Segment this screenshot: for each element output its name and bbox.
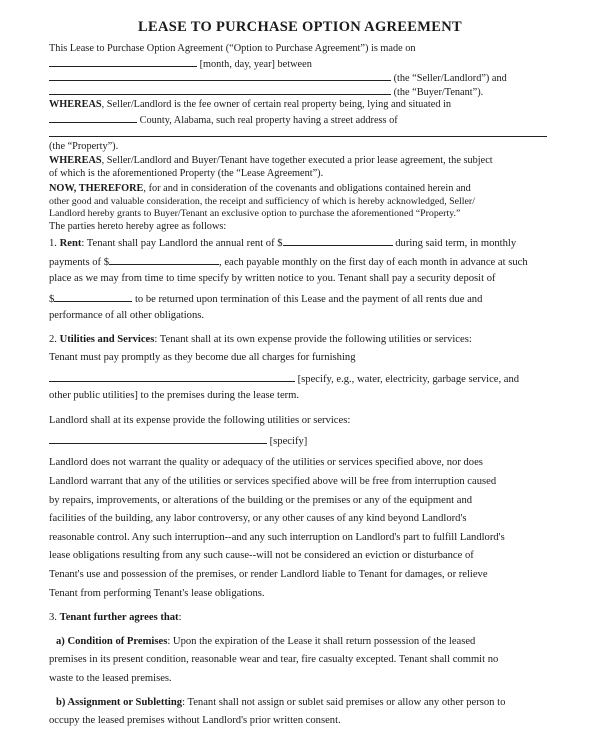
monthly-payment-text: , each payable monthly on the first day of each month in advance at such <box>219 257 528 269</box>
tenant-utilities-specify: [specify, e.g., water, electricity, garbage service, and <box>297 374 520 386</box>
assignment-line-1 <box>56 697 505 709</box>
rent-line-4 <box>49 292 482 306</box>
condition-line-3: waste to the leased premises. <box>49 672 172 684</box>
utilities-heading: Utilities and Services <box>59 334 155 346</box>
whereas1-line-4: (the “Property”). <box>49 141 119 152</box>
warranty-line-4: facilities of the building, any labor controversy, or any other causes of any kind beyond Landlord's <box>49 513 467 525</box>
monthly-payment-label: payments of $ <box>49 257 110 269</box>
condition-heading: a) Condition of Premises <box>56 636 168 648</box>
therefore-text: , for and in consideration of the covenants and obligations contained herein and <box>143 183 471 194</box>
rent-line-1 <box>49 236 516 250</box>
rent-heading: Rent <box>59 238 82 250</box>
warranty-line-1: Landlord does not warrant the quality or adequacy of the utilities or services specified above, nor does <box>49 457 483 469</box>
tenant-agrees-line <box>49 612 182 624</box>
warranty-line-5: reasonable control. Any such interruption--and any such interruption on Landlord's part to fulfill Landlord's <box>49 532 505 544</box>
whereas2-line-2: of which is the aforementioned Property (the “Lease Agreement”). <box>49 168 324 179</box>
intro-line-4 <box>49 85 483 99</box>
assignment-heading: b) Assignment or Subletting <box>56 697 183 709</box>
utilities-line-6 <box>49 434 307 448</box>
document-title: LEASE TO PURCHASE OPTION AGREEMENT <box>138 19 462 35</box>
condition-text: : Upon the expiration of the Lease it shall return possession of the leased <box>167 636 476 648</box>
assignment-line-2: occupy the leased premises without Landlord's prior written consent. <box>49 715 341 727</box>
section-number: 3. <box>49 611 57 623</box>
warranty-line-8: Tenant from performing Tenant's lease obligations. <box>49 588 265 600</box>
tenant-agrees-colon: : <box>178 611 182 623</box>
therefore-line-1 <box>49 183 471 195</box>
county-blank[interactable] <box>49 113 137 123</box>
buyer-label: (the “Buyer/Tenant”). <box>393 87 484 98</box>
condition-line-2: premises in its present condition, reasonable wear and tear, fire casualty excepted. Tenant shall commit no <box>49 654 499 666</box>
intro-line-2 <box>49 57 312 71</box>
utilities-intro-text: : Tenant shall at its own expense provide the following utilities or services: <box>154 334 472 346</box>
whereas1-text: , Seller/Landlord is the fee owner of certain real property being, lying and situated in <box>101 99 452 110</box>
whereas-heading: WHEREAS <box>49 155 102 166</box>
warranty-line-3: by repairs, improvements, or alterations of the building or the premises or any of the equipment and <box>49 495 473 507</box>
tenant-agrees-heading: Tenant further agrees that <box>59 611 179 623</box>
rent-line-2 <box>49 255 528 269</box>
annual-rent-blank[interactable] <box>283 236 393 246</box>
buyer-name-blank[interactable] <box>49 85 391 95</box>
seller-name-blank[interactable] <box>49 71 391 81</box>
warranty-line-7: Tenant's use and possession of the premises, or render Landlord liable to Tenant for damages, or relieve <box>49 569 488 581</box>
warranty-line-6: lease obligations resulting from any such cause--will not be considered an eviction or disturbance of <box>49 550 474 562</box>
intro-line-1: This Lease to Purchase Option Agreement (“Option to Purchase Agreement”) is made on <box>49 43 416 54</box>
utilities-line-1 <box>49 334 472 346</box>
deposit-return-text: to be returned upon termination of this Lease and the payment of all rents due and <box>134 293 483 305</box>
therefore-heading: NOW, THEREFORE <box>49 183 144 194</box>
section-number: 1. <box>49 238 57 250</box>
therefore-line-3: Landlord hereby grants to Buyer/Tenant an exclusive option to purchase the aforementioned “Property.” <box>49 208 461 219</box>
rent-annual-text: : Tenant shall pay Landlord the annual rent of $ <box>81 238 283 250</box>
condition-line-1 <box>56 636 475 648</box>
utilities-line-5: Landlord shall at its expense provide the following utilities or services: <box>49 414 351 426</box>
utilities-line-3 <box>49 372 519 386</box>
seller-label: (the “Seller/Landlord”) and <box>393 73 507 84</box>
monthly-payment-blank[interactable] <box>109 255 219 265</box>
assignment-text: : Tenant shall not assign or sublet said premises or allow any other person to <box>182 697 506 709</box>
rent-term-text: during said term, in monthly <box>395 238 517 250</box>
rent-line-3: place as we may from time to time specify by written notice to you. Tenant shall pay a security deposit of <box>49 273 496 285</box>
whereas1-line-1 <box>49 99 451 111</box>
utilities-line-4: other public utilities] to the premises during the lease term. <box>49 390 300 402</box>
whereas2-text: , Seller/Landlord and Buyer/Tenant have together executed a prior lease agreement, the subject <box>101 155 493 166</box>
street-address-blank[interactable] <box>49 127 547 137</box>
date-blank[interactable] <box>49 57 197 67</box>
deposit-dollar-sign: $ <box>49 293 55 305</box>
security-deposit-blank[interactable] <box>54 292 132 302</box>
tenant-utilities-blank[interactable] <box>49 372 295 382</box>
whereas-heading: WHEREAS <box>49 99 102 110</box>
whereas1-county-text: County, Alabama, such real property having a street address of <box>139 115 398 126</box>
intro-line-3 <box>49 71 507 85</box>
whereas1-line-3 <box>49 127 547 141</box>
landlord-utilities-blank[interactable] <box>49 434 267 444</box>
landlord-utilities-specify: [specify] <box>269 435 308 447</box>
therefore-line-4: The parties hereto hereby agree as follows: <box>49 221 227 232</box>
intro-date-label: [month, day, year] between <box>199 59 312 70</box>
utilities-line-2: Tenant must pay promptly as they become due all charges for furnishing <box>49 352 356 364</box>
whereas1-line-2 <box>49 113 398 127</box>
section-number: 2. <box>49 334 57 346</box>
rent-line-5: performance of all other obligations. <box>49 309 205 321</box>
warranty-line-2: Landlord warrant that any of the utilities or services specified above will be free from interruption caused <box>49 476 497 488</box>
therefore-line-2: other good and valuable consideration, the receipt and sufficiency of which is hereby acknowledged, Seller/ <box>49 196 475 207</box>
whereas2-line-1 <box>49 155 493 167</box>
